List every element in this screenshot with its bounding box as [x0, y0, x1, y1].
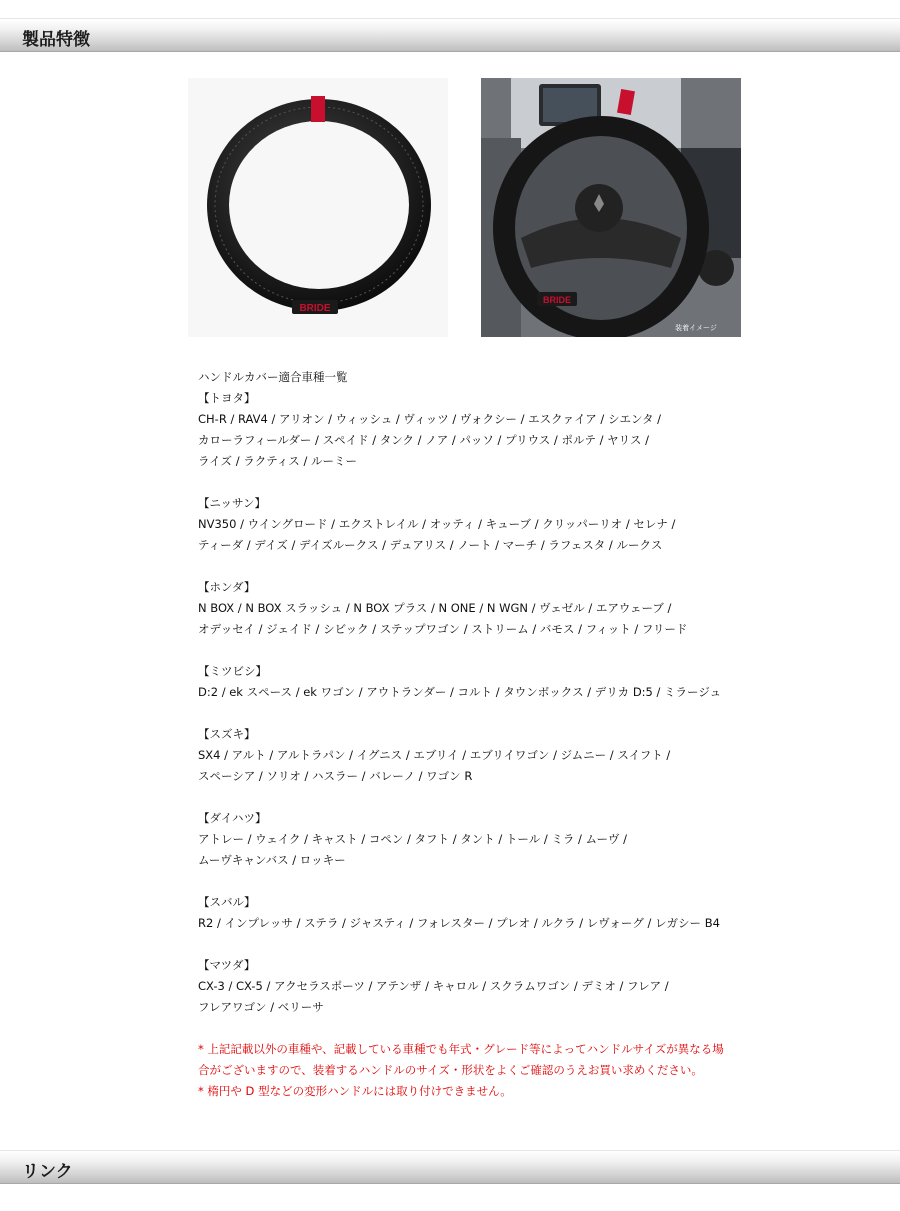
model-line: カローラフィールダー / スペイド / タンク / ノア / パッソ / プリウス / ポルテ / ヤリス / — [198, 433, 649, 447]
maker-nissan — [198, 493, 758, 556]
model-line: SX4 / アルト / アルトラパン / イグニス / エブリイ / エブリイワゴン / ジムニー / スイフト / — [198, 748, 671, 762]
maker-name: 【ダイハツ】 — [198, 811, 267, 825]
section-header-features — [0, 18, 900, 52]
compatibility-list — [198, 367, 758, 1102]
notes — [198, 1039, 758, 1102]
product-image — [188, 78, 448, 337]
model-line: N BOX / N BOX スラッシュ / N BOX プラス / N ONE / N WGN / ヴェゼル / エアウェーブ / — [198, 601, 672, 615]
installed-logo: BRIDE — [542, 295, 572, 305]
model-line: ムーヴキャンバス / ロッキー — [198, 853, 346, 867]
model-line: R2 / インプレッサ / ステラ / ジャスティ / フォレスター / プレオ / ルクラ / レヴォーグ / レガシー B4 — [198, 916, 720, 930]
model-line: フレアワゴン / ベリーサ — [198, 1000, 324, 1014]
note-line: 合がございますので、装着するハンドルのサイズ・形状をよくご確認のうえお買い求めください。 — [198, 1063, 703, 1077]
maker-name: 【ニッサン】 — [198, 496, 266, 510]
model-line: D:2 / ek スペース / ek ワゴン / アウトランダー / コルト / タウンボックス / デリカ D:5 / ミラージュ — [198, 685, 722, 699]
maker-honda — [198, 577, 758, 640]
section-title-features: 製品特徴 — [22, 30, 90, 50]
note-line: * 上記記載以外の車種や、記載している車種でも年式・グレード等によってハンドルサイズが異なる場 — [198, 1042, 724, 1056]
maker-mazda — [198, 955, 758, 1018]
installed-caption: 装着イメージ — [675, 324, 717, 332]
note-line: * 楕円や D 型などの変形ハンドルには取り付けできません。 — [198, 1084, 512, 1098]
model-line: アトレー / ウェイク / キャスト / コペン / タフト / タント / トール / ミラ / ムーヴ / — [198, 832, 628, 846]
model-line: CH-R / RAV4 / アリオン / ウィッシュ / ヴィッツ / ヴォクシー / エスクァイア / シエンタ / — [198, 412, 662, 426]
section-header-links — [0, 1150, 900, 1184]
maker-name: 【スバル】 — [198, 895, 256, 909]
installed-image — [481, 78, 741, 337]
maker-name: 【トヨタ】 — [198, 391, 256, 405]
model-line: ティーダ / デイズ / デイズルークス / デュアリス / ノート / マーチ / ラフェスタ / ルークス — [198, 538, 663, 552]
model-line: CX-3 / CX-5 / アクセラスポーツ / アテンザ / キャロル / スクラムワゴン / デミオ / フレア / — [198, 979, 669, 993]
maker-toyota — [198, 388, 758, 472]
section-title-links: リンク — [22, 1162, 73, 1182]
maker-name: 【ミツビシ】 — [198, 664, 267, 678]
model-line: スペーシア / ソリオ / ハスラー / バレーノ / ワゴン R — [198, 769, 473, 783]
model-line: オデッセイ / ジェイド / シビック / ステップワゴン / ストリーム / バモス / フィット / フリード — [198, 622, 688, 636]
maker-name: 【マツダ】 — [198, 958, 256, 972]
model-line: ライズ / ラクティス / ルーミー — [198, 454, 357, 468]
maker-suzuki — [198, 724, 758, 787]
maker-daihatsu — [198, 808, 758, 871]
list-heading: ハンドルカバー適合車種一覧 — [198, 370, 348, 384]
maker-name: 【ホンダ】 — [198, 580, 256, 594]
maker-subaru — [198, 892, 758, 934]
product-logo: BRIDE — [299, 303, 331, 314]
maker-name: 【スズキ】 — [198, 727, 256, 741]
maker-mitsubishi — [198, 661, 758, 703]
model-line: NV350 / ウイングロード / エクストレイル / オッティ / キューブ / クリッパーリオ / セレナ / — [198, 517, 676, 531]
